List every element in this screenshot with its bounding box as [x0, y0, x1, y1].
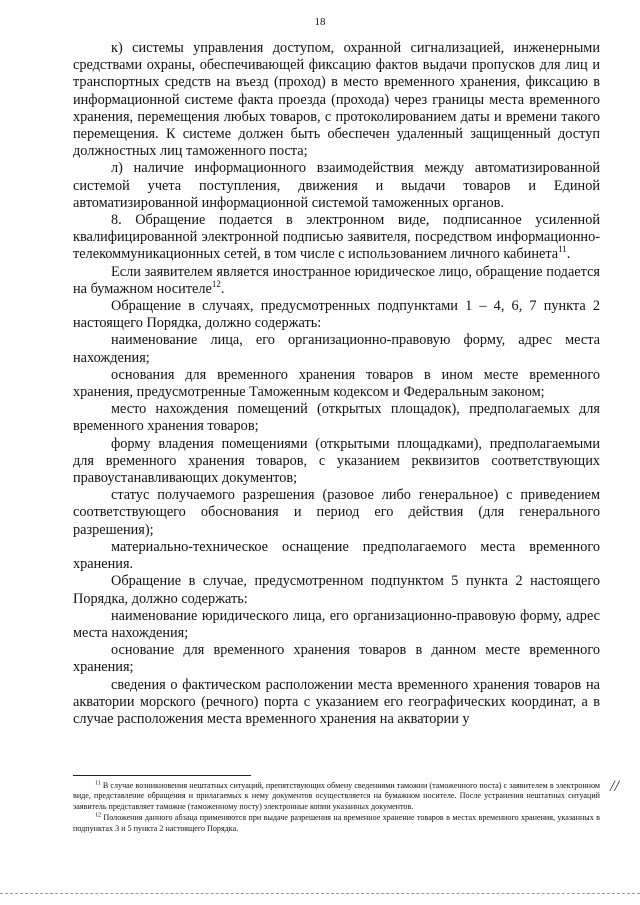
footnote-ref-12: 12 [211, 279, 221, 290]
list-item: основания для временного хранения товаров в ином месте временного хранения, предусмотренные Таможенным кодексом и Федеральным законом; [73, 366, 600, 401]
list-item: форму владения помещениями (открытыми площадками), предполагаемыми для временного хранения товаров, с указанием реквизитов соответствующих правоустанавливающих документов; [73, 435, 600, 487]
footnote-ref-11: 11 [558, 244, 567, 255]
footnote-12: $^{12}$ Положения данного абзаца применяются при выдаче разрешения на временное хранение товаров в местах временного хранения, указанных в подпунктах 3 и 5 пункта 2 настоящего Порядка. [73, 812, 600, 833]
paragraph-k: к) системы управления доступом, охранной сигнализацией, инженерными средствами охраны, обеспечивающей фиксацию фактов выдачи пропусков для лиц и транспортных средств на въезд (проход) в место временного хранения, фиксацию в информационной системе факта проезда (прохода) через границы места временного хранения, перемещения любых товаров, с протоколированием даты и времени такого перемещения. К системе должен быть обеспечен удаленный защищенный доступ должностных лиц таможенного поста; [73, 40, 600, 160]
footnotes [73, 781, 600, 835]
list-item: наименование лица, его организационно-правовую форму, адрес места нахождения; [73, 332, 600, 366]
paragraph-content-intro: Обращение в случаях, предусмотренных подпунктами 1 – 4, 6, 7 пункта 2 настоящего Порядка, должно содержать: [73, 298, 600, 332]
handwritten-margin-mark: // [610, 778, 619, 795]
footnote-11: $^{11}$ В случае возникновения нештатных ситуаций, препятствующих обмену сведениями таможни (таможенного поста) с заявителем в электронном виде, представление обращения и прилагаемых к нему документов осуществляется на бумажном носителе. После устранения нештатных ситуаций заявитель представляет таможне (таможенному посту) электронные копии указанных документов. [73, 780, 600, 811]
list-item: материально-техническое оснащение предполагаемого места временного хранения. [73, 538, 600, 573]
list-item: сведения о фактическом расположении места временного хранения товаров на акватории морского (речного) порта с указанием его географических координат, а в случае расположения места временного хранения на акватории у [73, 676, 600, 727]
footnote-divider [73, 775, 251, 776]
page-number: 18 [314, 16, 326, 28]
scan-bottom-edge [0, 893, 640, 894]
paragraph-content-intro-5: Обращение в случае, предусмотренном подпунктом 5 пункта 2 настоящего Порядка, должно содержать: [73, 573, 600, 607]
paragraph-foreign-entity: Если заявителем является иностранное юридическое лицо, обращение подается на бумажном носителе$^{12}$. [73, 263, 600, 297]
paragraph-l: л) наличие информационного взаимодействия между автоматизированной системой учета поступления, движения и выдачи товаров и Единой автоматизированной информационной системой таможенных органов. [73, 160, 600, 211]
list-item: наименование юридического лица, его организационно-правовую форму, адрес места нахождения; [73, 607, 600, 641]
list-item: статус получаемого разрешения (разовое либо генеральное) с приведением соответствующего обоснования и период его действия (для генерального разрешения); [73, 487, 600, 538]
paragraph-8: 8. Обращение подается в электронном виде, подписанное усиленной квалифицированной электронной подписью заявителя, посредством информационно-телекоммуникационных сетей, в том числе с использованием личного кабинета$^{11}$. [73, 212, 600, 263]
document-body [73, 40, 600, 728]
list-item: место нахождения помещений (открытых площадок), предполагаемых для временного хранения товаров; [73, 401, 600, 435]
list-item: основание для временного хранения товаров в данном месте временного хранения; [73, 642, 600, 676]
